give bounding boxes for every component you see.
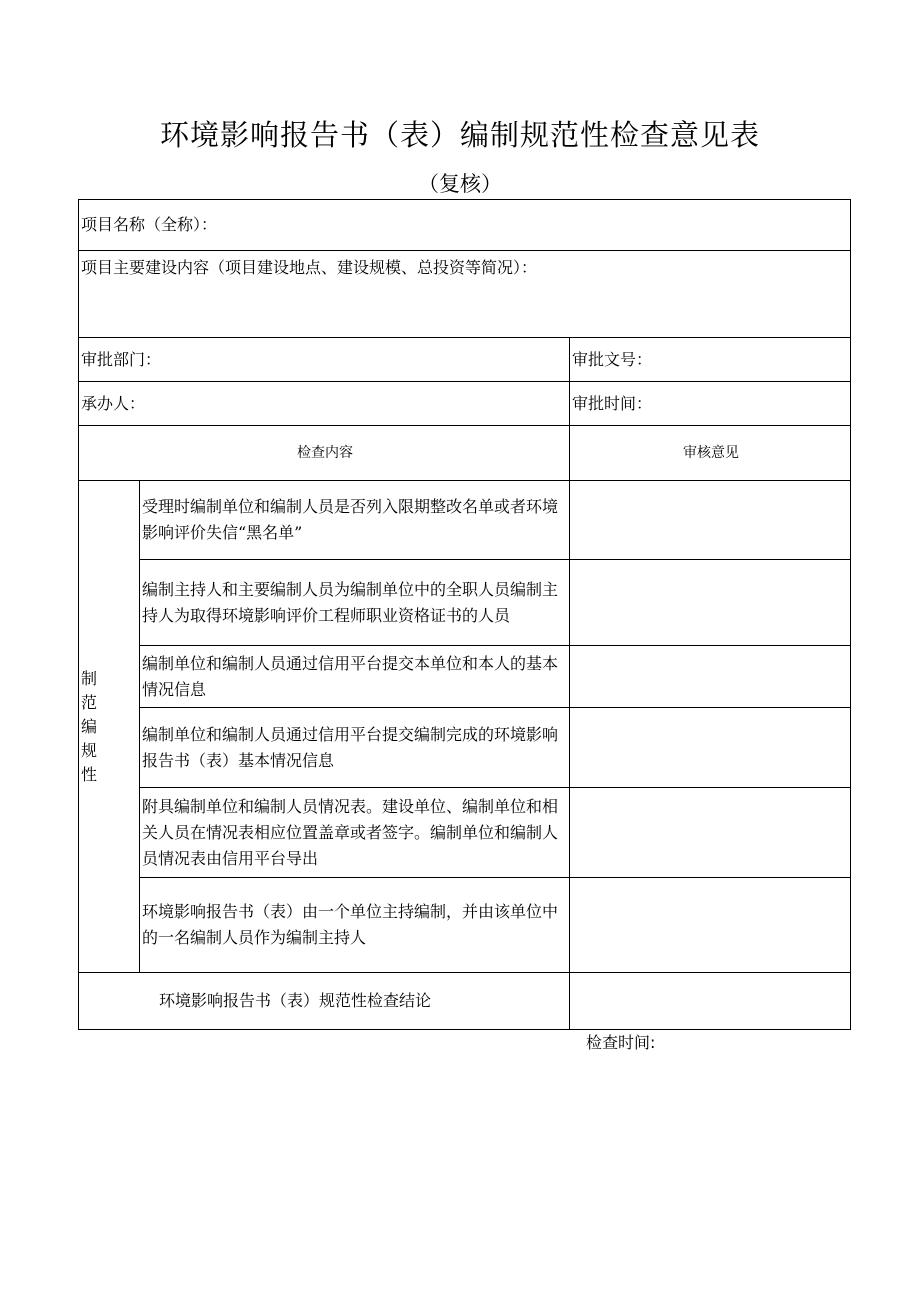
review-opinion-2[interactable]	[570, 560, 851, 646]
approval-document-number-field[interactable]	[570, 338, 851, 382]
header-review-opinion: 审核意见	[570, 426, 851, 481]
project-content-label: 项目主要建设内容（项目建设地点、建设规模、总投资等简况）：	[81, 258, 538, 277]
category-cell	[79, 481, 140, 973]
inspection-form-table	[78, 199, 851, 1030]
approval-time-field[interactable]	[570, 382, 851, 426]
check-time-label: 检查时间:	[586, 1033, 656, 1052]
check-item-4: 编制单位和编制人员通过信用平台提交编制完成的环境影响报告书（表）基本情况信息	[140, 708, 570, 788]
check-item-6: 环境影响报告书（表）由一个单位主持编制，并由该单位中的一名编制人员作为编制主持人	[140, 878, 570, 973]
page-title: 环境影响报告书（表）编制规范性检查意见表	[159, 118, 760, 152]
check-item-2: 编制主持人和主要编制人员为编制单位中的全职人员编制主持人为取得环境影响评价工程师职业资格证书的人员	[140, 560, 570, 646]
page-subtitle: （复核）	[418, 172, 502, 196]
header-check-content: 检查内容	[79, 426, 570, 481]
approval-time-label: 审批时间：	[572, 393, 653, 413]
handler-field[interactable]	[79, 382, 570, 426]
review-opinion-3[interactable]	[570, 646, 851, 708]
check-item-3: 编制单位和编制人员通过信用平台提交本单位和本人的基本情况信息	[140, 646, 570, 708]
review-opinion-1[interactable]	[570, 481, 851, 560]
handler-label: 承办人：	[81, 393, 146, 413]
review-opinion-6[interactable]	[570, 878, 851, 973]
project-content-field[interactable]	[79, 251, 851, 338]
project-name-label: 项目名称（全称）：	[81, 215, 218, 234]
approval-department-label: 审批部门：	[81, 349, 162, 369]
review-opinion-4[interactable]	[570, 708, 851, 788]
conclusion-opinion[interactable]	[570, 973, 851, 1030]
approval-document-number-label: 审批文号：	[572, 349, 653, 369]
conclusion-label: 环境影响报告书（表）规范性检查结论	[79, 973, 570, 1030]
check-item-1: 受理时编制单位和编制人员是否列入限期整改名单或者环境影响评价失信“黑名单”	[140, 481, 570, 560]
category-label: 制范编规性	[81, 668, 98, 784]
check-item-5: 附具编制单位和编制人员情况表。建设单位、编制单位和相关人员在情况表相应位置盖章或者签字。编制单位和编制人员情况表由信用平台导出	[140, 788, 570, 878]
approval-department-field[interactable]	[79, 338, 570, 382]
project-name-field[interactable]	[79, 200, 851, 251]
review-opinion-5[interactable]	[570, 788, 851, 878]
